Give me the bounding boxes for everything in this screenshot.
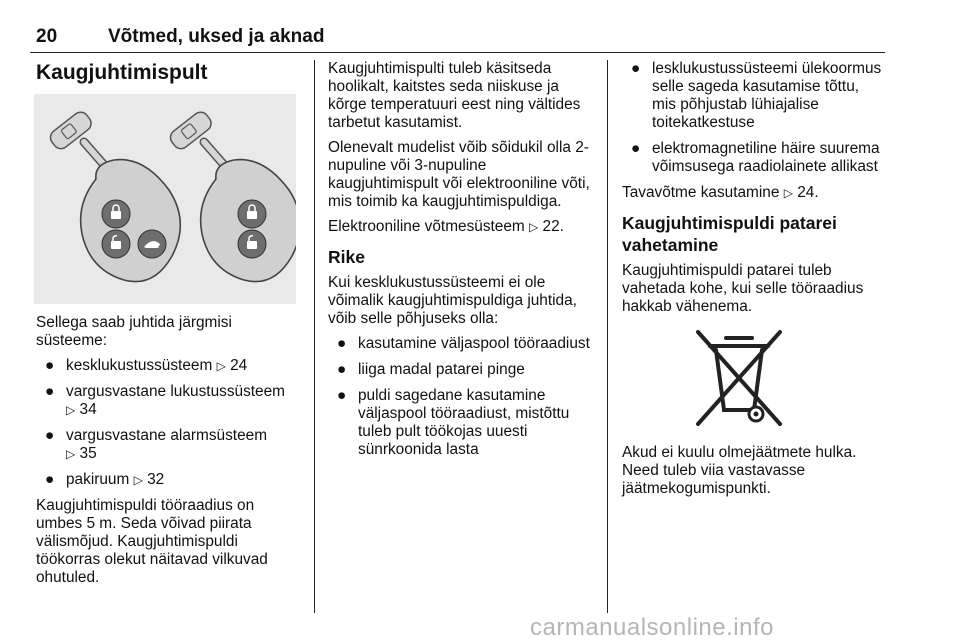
fault-causes-list-continued <box>622 60 884 176</box>
bullet-icon: ● <box>631 60 641 77</box>
variants-paragraph: Olenevalt mudelist võib sõidukil olla 2-nupuline või 3-nupuline kaugjuhtimispult või elektrooniline võti, mis toimib ka kaugjuhtimispuldiga. <box>328 139 590 210</box>
page-reference-link[interactable]: 22. <box>542 218 564 235</box>
remote-intro: Sellega saab juhtida järgmisi süsteeme: <box>36 314 232 349</box>
watermark: carmanualsonline.info <box>530 614 774 641</box>
column-1 <box>36 60 298 594</box>
list-item: ● pakiruum ▷ 32 <box>45 471 165 488</box>
range-paragraph: Kaugjuhtimispuldi tööraadius on umbes 5 m. Seda võivad piirata välismõjud. Kaugjuhtimispuldi töökorras olekut näitavad vilkuvad ohutuled. <box>36 497 268 586</box>
page-header <box>30 26 885 53</box>
bullet-icon: ● <box>631 140 641 157</box>
reference-arrow-icon: ▷ <box>133 473 143 487</box>
chapter-title: Võtmed, uksed ja aknad <box>108 26 325 47</box>
column-divider <box>607 60 608 613</box>
bullet-icon: ● <box>337 361 347 378</box>
standard-key-reference: Tavavõtme kasutamine ▷ 24. <box>622 184 819 201</box>
bullet-icon: ● <box>337 335 347 352</box>
bullet-icon: ● <box>337 387 347 404</box>
remote-systems-list <box>36 357 298 489</box>
handling-paragraph: Kaugjuhtimispulti tuleb käsitseda hoolikalt, kaitstes seda niiskuse ja kõrge temperatuuri eest ning vältides tarbetut kasutamist. <box>328 60 581 131</box>
electronic-key-reference: Elektrooniline võtmesüsteem ▷ 22. <box>328 218 564 235</box>
section-heading-remote: Kaugjuhtimispult <box>36 61 208 84</box>
bullet-icon: ● <box>45 471 55 488</box>
page-reference-link[interactable]: 35 <box>79 445 97 462</box>
bullet-icon: ● <box>45 357 55 374</box>
reference-arrow-icon: ▷ <box>216 359 226 373</box>
section-heading-battery: Kaugjuhtimispuldi patarei vahetamine <box>622 213 837 255</box>
list-item: ● kasutamine väljaspool tööraadiust <box>337 335 590 352</box>
page-reference-link[interactable]: 34 <box>79 401 97 418</box>
crossed-bin-icon <box>694 328 784 428</box>
bullet-icon: ● <box>45 427 55 444</box>
remote-keys-illustration <box>34 94 296 304</box>
list-item: ● puldi sagedane kasutamine väljaspool tööraadiust, mistõttu tuleb pult töökojas uuesti sünrkoonida lasta <box>337 387 570 458</box>
list-item: ● kesklukustussüsteem ▷ 24 <box>45 357 248 374</box>
section-heading-fault: Rike <box>328 247 365 267</box>
fault-causes-list <box>328 335 593 459</box>
reference-arrow-icon: ▷ <box>529 220 539 234</box>
page-number: 20 <box>36 26 58 47</box>
list-item: ● lesklukustussüsteemi ülekoormus selle sageda kasutamise tõttu, mis põhjustab lühiajalise toitekatkestuse <box>631 60 882 131</box>
reference-arrow-icon: ▷ <box>66 447 76 461</box>
fault-intro: Kui kesklukustussüsteemi ei ole võimalik kaugjuhtimispuldiga juhtida, võib selle põhjuseks olla: <box>328 274 577 327</box>
list-item: ● vargusvastane lukustussüsteem ▷ 34 <box>45 383 286 418</box>
list-item: ● vargusvastane alarmsüsteem ▷ 35 <box>45 427 268 462</box>
bullet-icon: ● <box>45 383 55 400</box>
page-reference-link[interactable]: 24. <box>797 184 819 201</box>
list-item: ● elektromagnetiline häire suurema võimsusega raadiolainete allikast <box>631 140 880 175</box>
page-reference-link[interactable]: 24 <box>230 357 248 374</box>
column-3 <box>622 60 884 505</box>
list-item: ● liiga madal patarei pinge <box>337 361 525 378</box>
page-reference-link[interactable]: 32 <box>147 471 165 488</box>
battery-paragraph: Kaugjuhtimispuldi patarei tuleb vahetada kohe, kui selle tööraadius hakkab vähenema. <box>622 262 864 315</box>
reference-arrow-icon: ▷ <box>783 186 793 200</box>
column-2 <box>328 60 593 467</box>
column-divider <box>314 60 315 613</box>
disposal-paragraph: Akud ei kuulu olmejäätmete hulka. Need tuleb viia vastavasse jäätmekogumispunkti. <box>622 444 857 497</box>
reference-arrow-icon: ▷ <box>66 403 76 417</box>
